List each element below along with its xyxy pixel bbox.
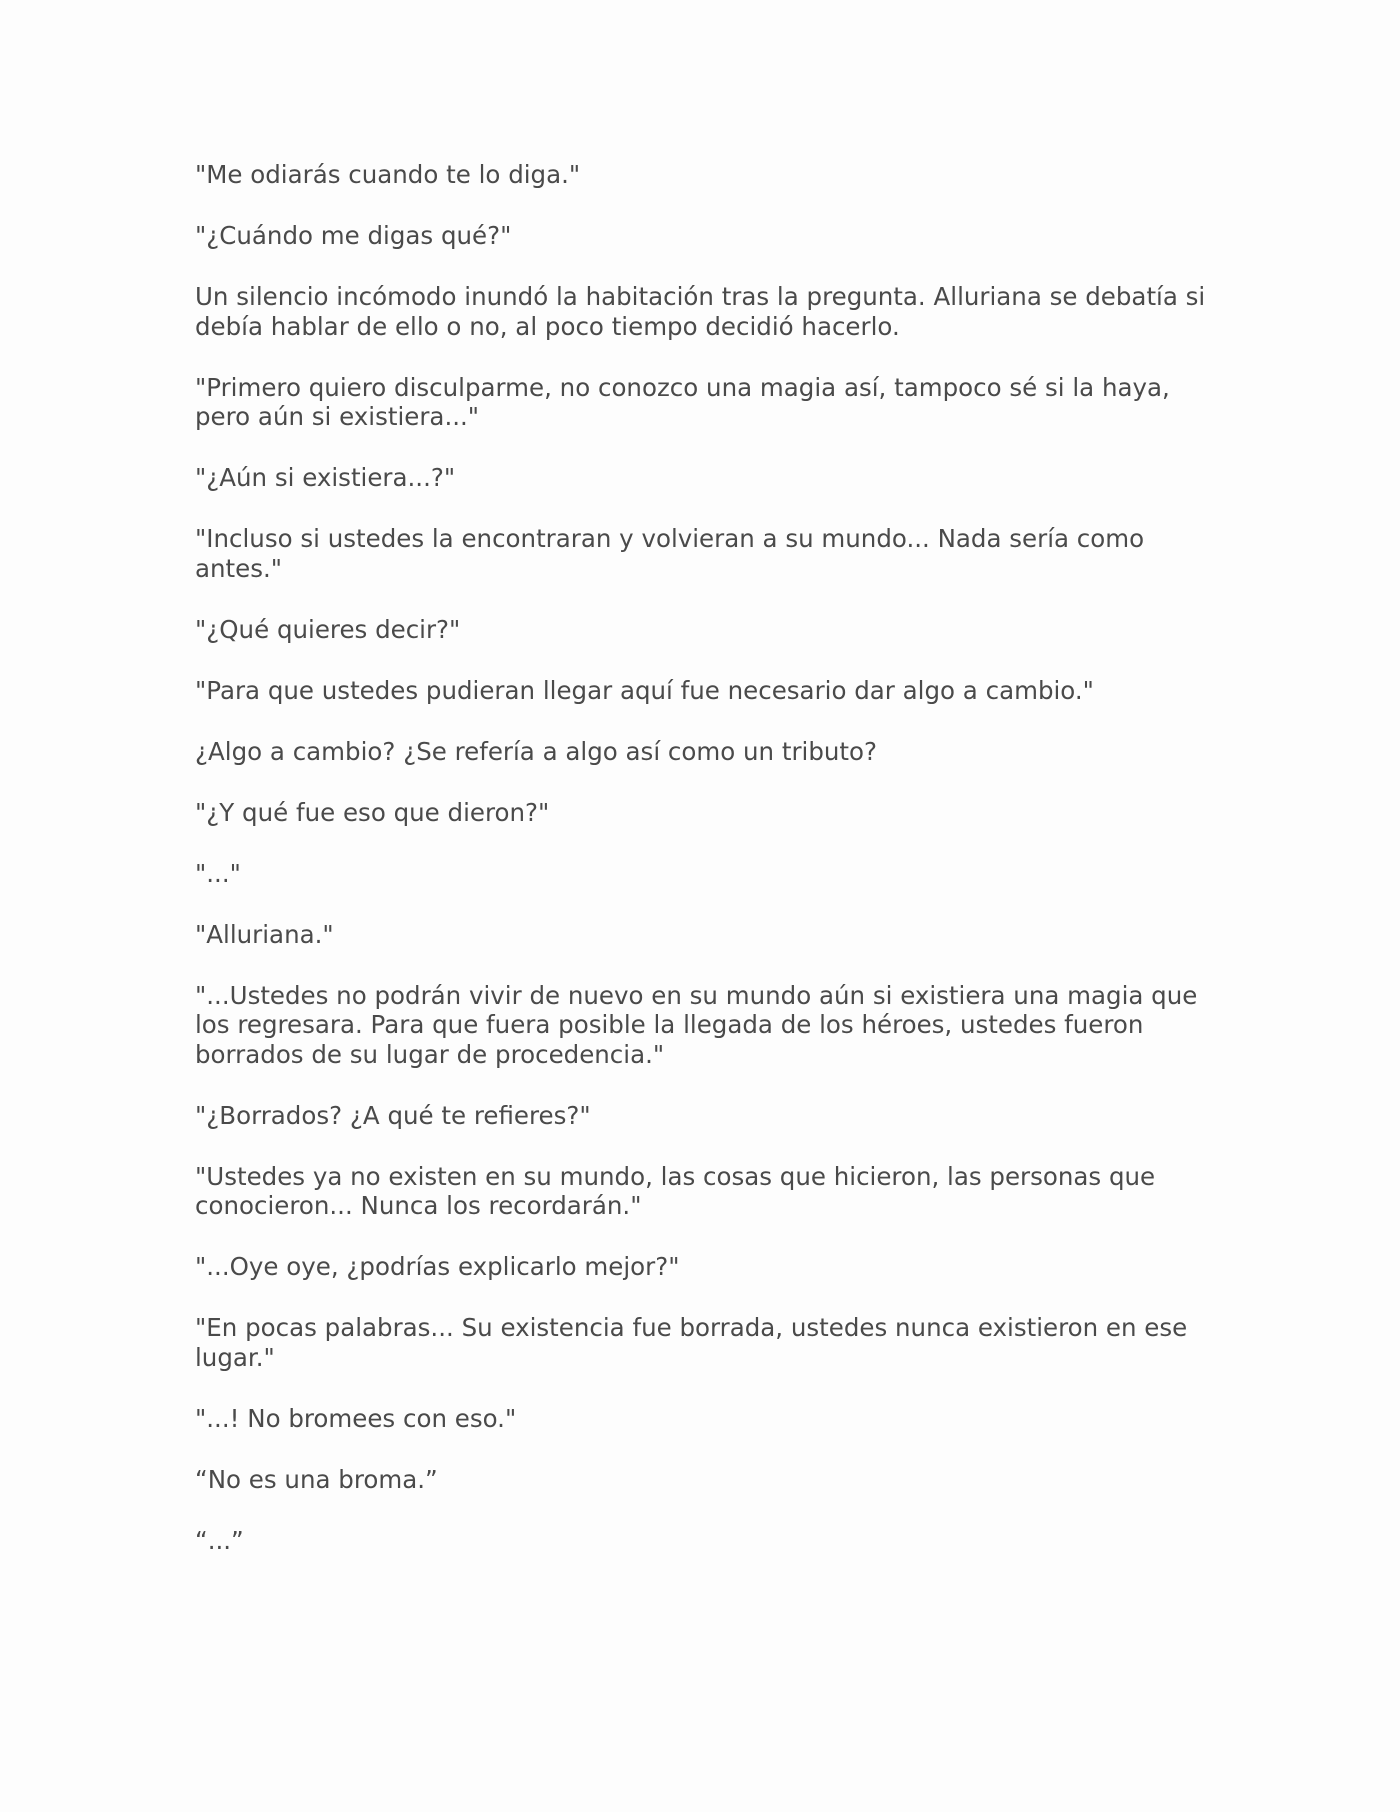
paragraph: "Para que ustedes pudieran llegar aquí fue necesario dar algo a cambio.": [195, 675, 1094, 705]
paragraph: "En pocas palabras... Su existencia fue borrada, ustedes nunca existieron en ese lugar.": [195, 1313, 1188, 1372]
paragraph: "Me odiarás cuando te lo diga.": [195, 160, 581, 189]
paragraph: "...! No bromees con eso.": [195, 1403, 517, 1433]
paragraph: "Primero quiero disculparme, no conozco una magia así, tampoco sé si la haya, pero aún si existiera...": [195, 372, 1170, 431]
paragraph: ¿Algo a cambio? ¿Se refería a algo así como un tributo?: [195, 736, 878, 766]
paragraph: "Alluriana.": [195, 919, 334, 949]
paragraph: "¿Qué quieres decir?": [195, 614, 461, 644]
paragraph: "¿Y qué fue eso que dieron?": [195, 797, 550, 827]
paragraph: Un silencio incómodo inundó la habitación tras la pregunta. Alluriana se debatía si debía hablar de ello o no, al poco tiempo decidió hacerlo.: [195, 282, 1206, 341]
paragraph: "¿Borrados? ¿A qué te refieres?": [195, 1100, 591, 1130]
paragraph: "...Ustedes no podrán vivir de nuevo en su mundo aún si existiera una magia que los regresara. Para que fuera posible la llegada de los héroes, ustedes fueron borrados de su lugar de procedencia.": [195, 980, 1198, 1069]
paragraph: “...”: [195, 1525, 244, 1555]
paragraph: "¿Cuándo me digas qué?": [195, 221, 512, 250]
paragraph: "Ustedes ya no existen en su mundo, las cosas que hicieron, las personas que conocieron... Nunca los recordarán.": [195, 1161, 1156, 1220]
paragraph: "...Oye oye, ¿podrías explicarlo mejor?": [195, 1252, 680, 1281]
paragraph: "...": [195, 858, 241, 888]
paragraph: “No es una broma.”: [195, 1464, 438, 1494]
paragraph: "¿Aún si existiera...?": [195, 463, 456, 492]
paragraph: "Incluso si ustedes la encontraran y volvieran a su mundo... Nada sería como antes.": [195, 524, 1145, 583]
document-body: [195, 160, 1220, 1587]
